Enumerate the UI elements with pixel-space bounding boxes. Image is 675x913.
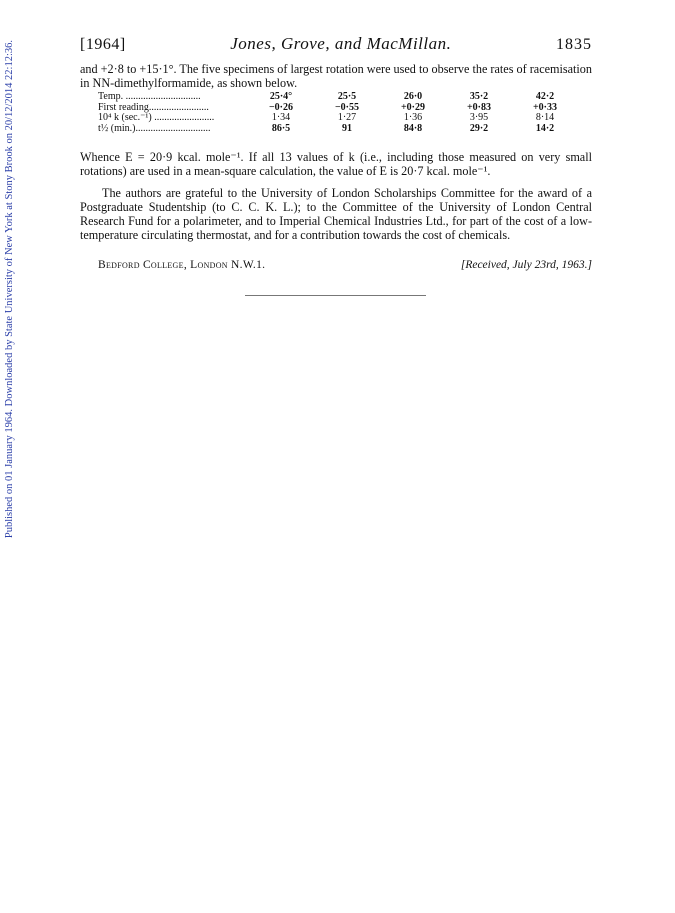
row-label: First reading........................ (98, 102, 209, 113)
table-cell: 1·36 (403, 112, 423, 123)
running-header (80, 34, 592, 56)
table-row-rate-constant (98, 113, 578, 124)
row-label: 10⁴ k (sec.⁻¹) ........................ (98, 113, 215, 123)
table-cell: 29·2 (469, 122, 489, 134)
table-cell: 42·2 (535, 91, 555, 102)
table-row-half-life (98, 124, 578, 135)
row-label: t½ (min.).............................. (98, 123, 211, 134)
institution-address: Bedford College, London N.W.1. (98, 259, 266, 271)
acknowledgements-paragraph: The authors are grateful to the University of London Scholarships Committee for the award of a Postgraduate Studentship (to C. C. K. L.); to the Committee of the University of London Central Research Fund for a polarimeter, and to Imperial Chemical Industries Ltd., for part of the cost of a low-temperature circulating thermostat, and for a contribution towards the cost of chemicals. (80, 186, 592, 242)
table-cell: 84·8 (403, 122, 423, 134)
end-rule (245, 295, 426, 296)
table-cell: +0·33 (532, 101, 558, 113)
racemisation-table (98, 92, 578, 134)
table-cell: −0·26 (268, 101, 294, 113)
table-cell: −0·55 (334, 101, 360, 113)
page-number: 1835 (555, 36, 592, 53)
intro-paragraph: and +2·8 to +15·1°. The five specimens of largest rotation were used to observe the rates of racemisation in NN-dimethylformamide, as shown below. (80, 62, 592, 90)
table-row-temperature (98, 92, 578, 103)
table-cell: 8·14 (535, 112, 555, 123)
activation-energy-paragraph: Whence E = 20·9 kcal. mole⁻¹. If all 13 values of k (i.e., including those measured on very small rotations) are used in a mean-square calculation, the value of E is 20·7 kcal. mole⁻¹. (80, 150, 592, 178)
received-date: [Received, July 23rd, 1963.] (460, 259, 592, 271)
signature-line (98, 259, 592, 271)
table-cell: 14·2 (535, 122, 555, 134)
table-cell: 25·4° (269, 91, 293, 102)
table-cell: +0·29 (400, 101, 426, 113)
table-cell: 3·95 (469, 112, 489, 123)
table-cell: 1·34 (271, 112, 291, 123)
table-cell: 1·27 (337, 112, 357, 123)
table-cell: 26·0 (403, 91, 423, 102)
table-cell: 25·5 (337, 91, 357, 102)
table-cell: 86·5 (271, 122, 291, 134)
table-cell: +0·83 (466, 101, 492, 113)
download-margin-note: Published on 01 January 1964. Downloaded by State University of New York at Stony Brook on 20/12/2014 22:12:36. (4, 40, 15, 539)
running-authors: Jones, Grove, and MacMillan. (230, 34, 452, 53)
journal-year: [1964] (80, 36, 126, 53)
row-label: Temp. .............................. (98, 92, 201, 102)
table-cell: 35·2 (469, 91, 489, 102)
table-cell: 91 (342, 122, 352, 134)
